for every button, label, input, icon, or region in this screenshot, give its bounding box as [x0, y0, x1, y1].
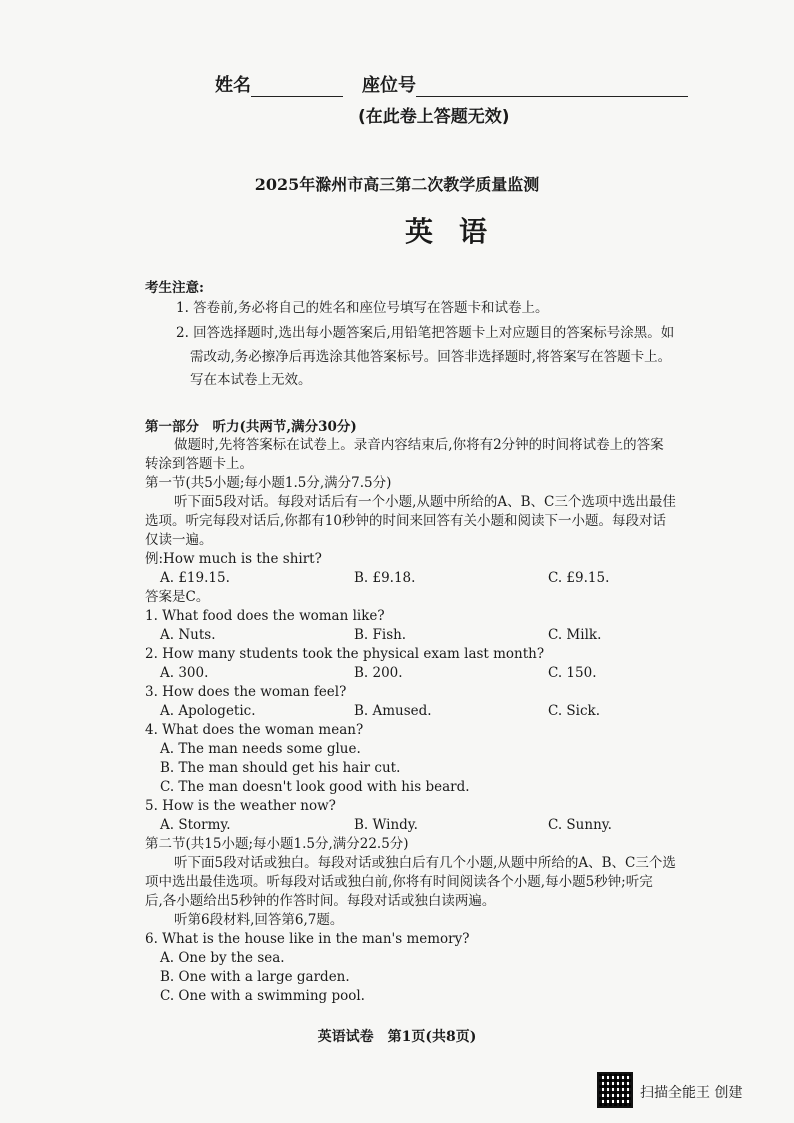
question-3: 3. How does the woman feel? [145, 684, 347, 700]
part1-intro-1: 做题时,先将答案标在试卷上。录音内容结束后,你将有2分钟的时间将试卷上的答案 [174, 437, 664, 453]
section1-intro-2: 选项。听完每段对话后,你都有10秒钟的时间来回答有关小题和阅读下一小题。每段对话 [145, 513, 666, 529]
q4-option-a: A. The man needs some glue. [160, 741, 361, 757]
q2-option-a: A. 300. [160, 665, 209, 681]
section1-intro-3: 仅读一遍。 [145, 532, 213, 548]
seat-field [362, 71, 688, 97]
q2-option-b: B. 200. [354, 665, 403, 681]
example-option-a: A. £19.15. [160, 570, 230, 586]
q6-option-a: A. One by the sea. [160, 950, 285, 966]
section2-intro-3: 后,各小题给出5秒钟的作答时间。每段对话或独白读两遍。 [145, 893, 496, 909]
example-answer: 答案是C。 [145, 589, 210, 605]
example-question: 例:How much is the shirt? [145, 551, 322, 567]
note-line-4: 写在本试卷上无效。 [190, 372, 312, 388]
question-6: 6. What is the house like in the man's memory? [145, 931, 470, 947]
question-2: 2. How many students took the physical exam last month? [145, 646, 545, 662]
section2-intro-2: 项中选出最佳选项。听每段对话或独白前,你将有时间阅读各个小题,每小题5秒钟;听完 [145, 874, 653, 890]
q5-option-a: A. Stormy. [160, 817, 231, 833]
q1-option-b: B. Fish. [354, 627, 407, 643]
part1-intro-2: 转涂到答题卡上。 [145, 456, 253, 472]
q1-option-c: C. Milk. [548, 627, 602, 643]
section2-intro-1: 听下面5段对话或独白。每段对话或独白后有几个小题,从题中所给的A、B、C三个选 [174, 855, 676, 871]
seat-blank [416, 78, 688, 97]
invalid-answer-warning: (在此卷上答题无效) [358, 107, 510, 127]
q6-option-c: C. One with a swimming pool. [160, 988, 365, 1004]
part1-title: 第一部分 听力(共两节,满分30分) [145, 419, 357, 435]
example-option-c: C. £9.15. [548, 570, 610, 586]
q4-option-b: B. The man should get his hair cut. [160, 760, 401, 776]
example-option-b: B. £9.18. [354, 570, 416, 586]
section1-title: 第一节(共5小题;每小题1.5分,满分7.5分) [145, 475, 392, 491]
section1-intro-1: 听下面5段对话。每段对话后有一个小题,从题中所给的A、B、C三个选项中选出最佳 [174, 494, 676, 510]
notes-heading: 考生注意: [145, 280, 204, 296]
q5-option-b: B. Windy. [354, 817, 418, 833]
qr-code-icon [597, 1072, 633, 1108]
section2-title: 第二节(共15小题;每小题1.5分,满分22.5分) [145, 836, 409, 852]
name-label: 姓名 [215, 75, 251, 96]
note-line-2: 2. 回答选择题时,选出每小题答案后,用铅笔把答题卡上对应题目的答案标号涂黑。如 [176, 325, 675, 341]
subject-title: 英语 [405, 215, 514, 248]
seat-label: 座位号 [362, 75, 416, 96]
note-line-1: 1. 答卷前,务必将自己的姓名和座位号填写在答题卡和试卷上。 [176, 300, 549, 316]
name-field [215, 71, 343, 97]
q2-option-c: C. 150. [548, 665, 597, 681]
q4-option-c: C. The man doesn't look good with his beard. [160, 779, 470, 795]
page-footer: 英语试卷 第1页(共8页) [317, 1029, 477, 1045]
q1-option-a: A. Nuts. [160, 627, 216, 643]
scanner-watermark: 扫描全能王 创建 [640, 1085, 743, 1101]
q3-option-a: A. Apologetic. [160, 703, 256, 719]
q6-option-b: B. One with a large garden. [160, 969, 350, 985]
material-6-note: 听第6段材料,回答第6,7题。 [174, 912, 344, 928]
q3-option-c: C. Sick. [548, 703, 601, 719]
question-5: 5. How is the weather now? [145, 798, 336, 814]
note-line-3: 需改动,务必擦净后再选涂其他答案标号。回答非选择题时,将答案写在答题卡上。 [190, 349, 672, 365]
q3-option-b: B. Amused. [354, 703, 432, 719]
question-1: 1. What food does the woman like? [145, 608, 385, 624]
q5-option-c: C. Sunny. [548, 817, 612, 833]
exam-title: 2025年滁州市高三第二次教学质量监测 [254, 175, 540, 194]
question-4: 4. What does the woman mean? [145, 722, 364, 738]
name-blank [251, 78, 343, 97]
